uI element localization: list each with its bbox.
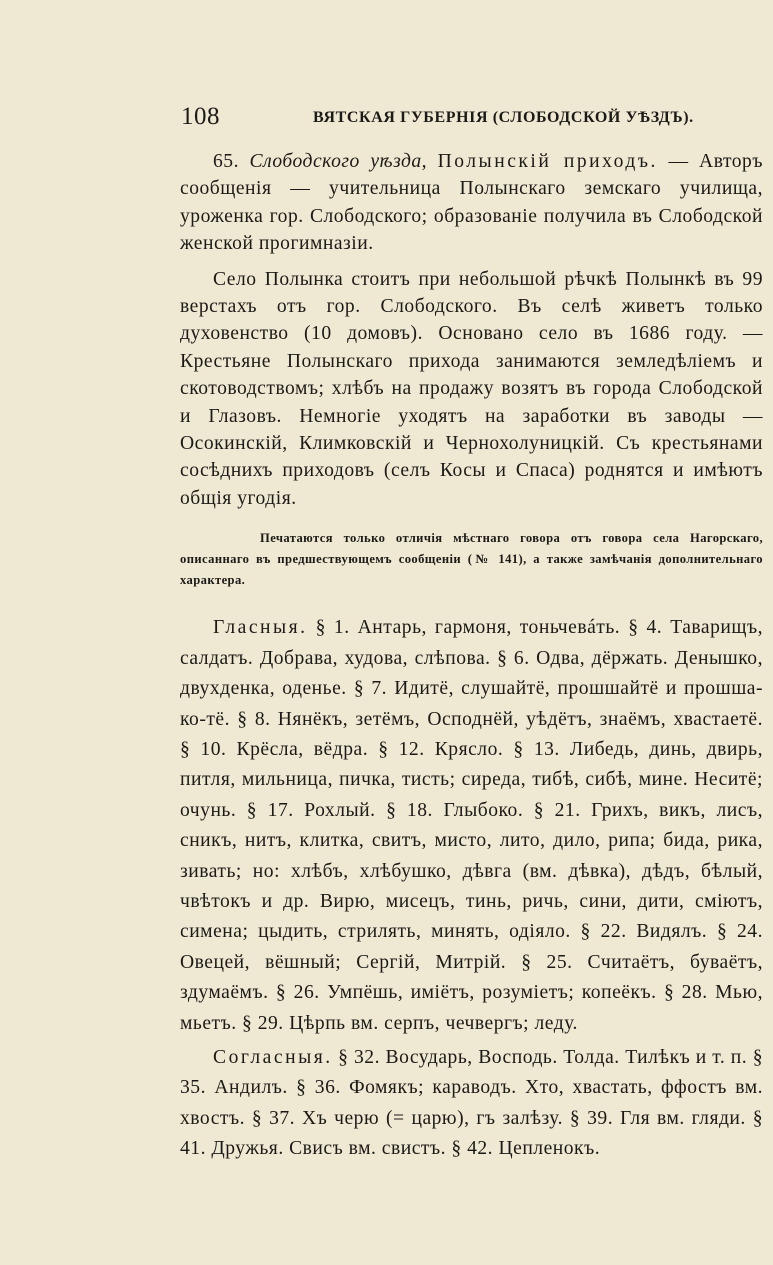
page-body bbox=[180, 148, 763, 1165]
intro-text: — Авторъ сообщенія — учительница Полынскаго земскаго училища, уроженка гор. Слободского; образованіе получила въ Слободской женской прогимназіи. bbox=[180, 151, 763, 255]
vowels-text: § 1. Антарь, гармоня, тоньчевáть. § 4. Таварищъ, салдатъ. Добрава, худова, слѣпова. § 6. Одва, дёржать. Денышко, двухденка, оденье. § 7. Идитё, слушайтё, прошшайтё и прошша-ко-тё. § 8. Нянёкъ, зетёмъ, Осподнёй, уѣдётъ, знаёмъ, хвастаетё. § 10. Крёсла, вёдра. § 12. Крясло. § 13. Либедь, динь, двирь, питля, мильница, пичка, тисть; сиреда, тибѣ, сибѣ, мине. Неситё; очунь. § 17. Рохлый. § 18. Глыбоко. § 21. Грихъ, викъ, лисъ, сникъ, нитъ, клитка, свитъ, мисто, лито, дило, рипа; бида, рика, зивать; но: хлѣбъ, хлѣбушко, дѣвга (вм. дѣвка), дѣдъ, бѣлый, чвѣтокъ и др. Вирю, мисецъ, тинь, ричь, сини, дити, смiютъ, симена; цыдить, стрилять, минять, одiяло. § 22. Видялъ. § 24. Овецей, вёшный; Сергій, Митрій. § 25. Считаётъ, буваётъ, здумаёмъ. § 26. Умпёшь, имiётъ, розумiетъ; копеёкъ. § 28. Мью, мьетъ. § 29. Цѣрпь вм. серпъ, чечвергъ; леду. bbox=[180, 617, 763, 1034]
district-name: Слободского уѣзда, bbox=[249, 151, 428, 172]
consonants-section bbox=[180, 1043, 763, 1165]
parish-name: Полынскій приходъ. bbox=[437, 151, 658, 172]
paragraph-intro bbox=[180, 148, 763, 258]
page-header bbox=[181, 103, 761, 137]
vowels-section bbox=[180, 613, 763, 1039]
running-title: ВЯТСКАЯ ГУБЕРНІЯ (СЛОБОДСКОЙ УѢЗДЪ). bbox=[313, 109, 694, 126]
vowels-heading: Гласныя. bbox=[213, 617, 308, 639]
editorial-note: Печатаются только отличія мѣстнаго говора отъ говора села Нагорскаго, описаннаго въ предшествующемъ сообщеніи (№ 141), а также замѣчанія дополнительнаго характера. bbox=[180, 531, 763, 588]
page-number: 108 bbox=[181, 103, 220, 130]
entry-number: 65. bbox=[213, 151, 239, 172]
consonants-heading: Согласныя. bbox=[213, 1046, 333, 1068]
consonants-text: § 32. Восударь, Восподь. Толда. Тилѣкъ и т. п. § 35. Андилъ. § 36. Фомякъ; караводъ. Хто, хвастать, ффостъ вм. хвостъ. § 37. Хъ черю (= царю), гъ залѣзу. § 39. Гля вм. гляди. § 41. Дружья. Свисъ вм. свистъ. § 42. Цепленокъ. bbox=[180, 1046, 763, 1160]
paragraph-village: Село Полынка стоитъ при небольшой рѣчкѣ Полынкѣ въ 99 верстахъ отъ гор. Слободского. Въ селѣ живетъ только духовенство (10 домовъ). Основано село въ 1686 году. — Крестьяне Полынскаго прихода занимаются земледѣліемъ и скотоводствомъ; хлѣбъ на продажу возятъ въ города Слободской и Глазовъ. Немногіе уходятъ на заработки въ заводы — Осокинскій, Климковскій и Чернохолуницкій. Съ крестьянами сосѣднихъ приходовъ (селъ Косы и Спаса) роднятся и имѣютъ общія угодія. bbox=[180, 268, 763, 509]
